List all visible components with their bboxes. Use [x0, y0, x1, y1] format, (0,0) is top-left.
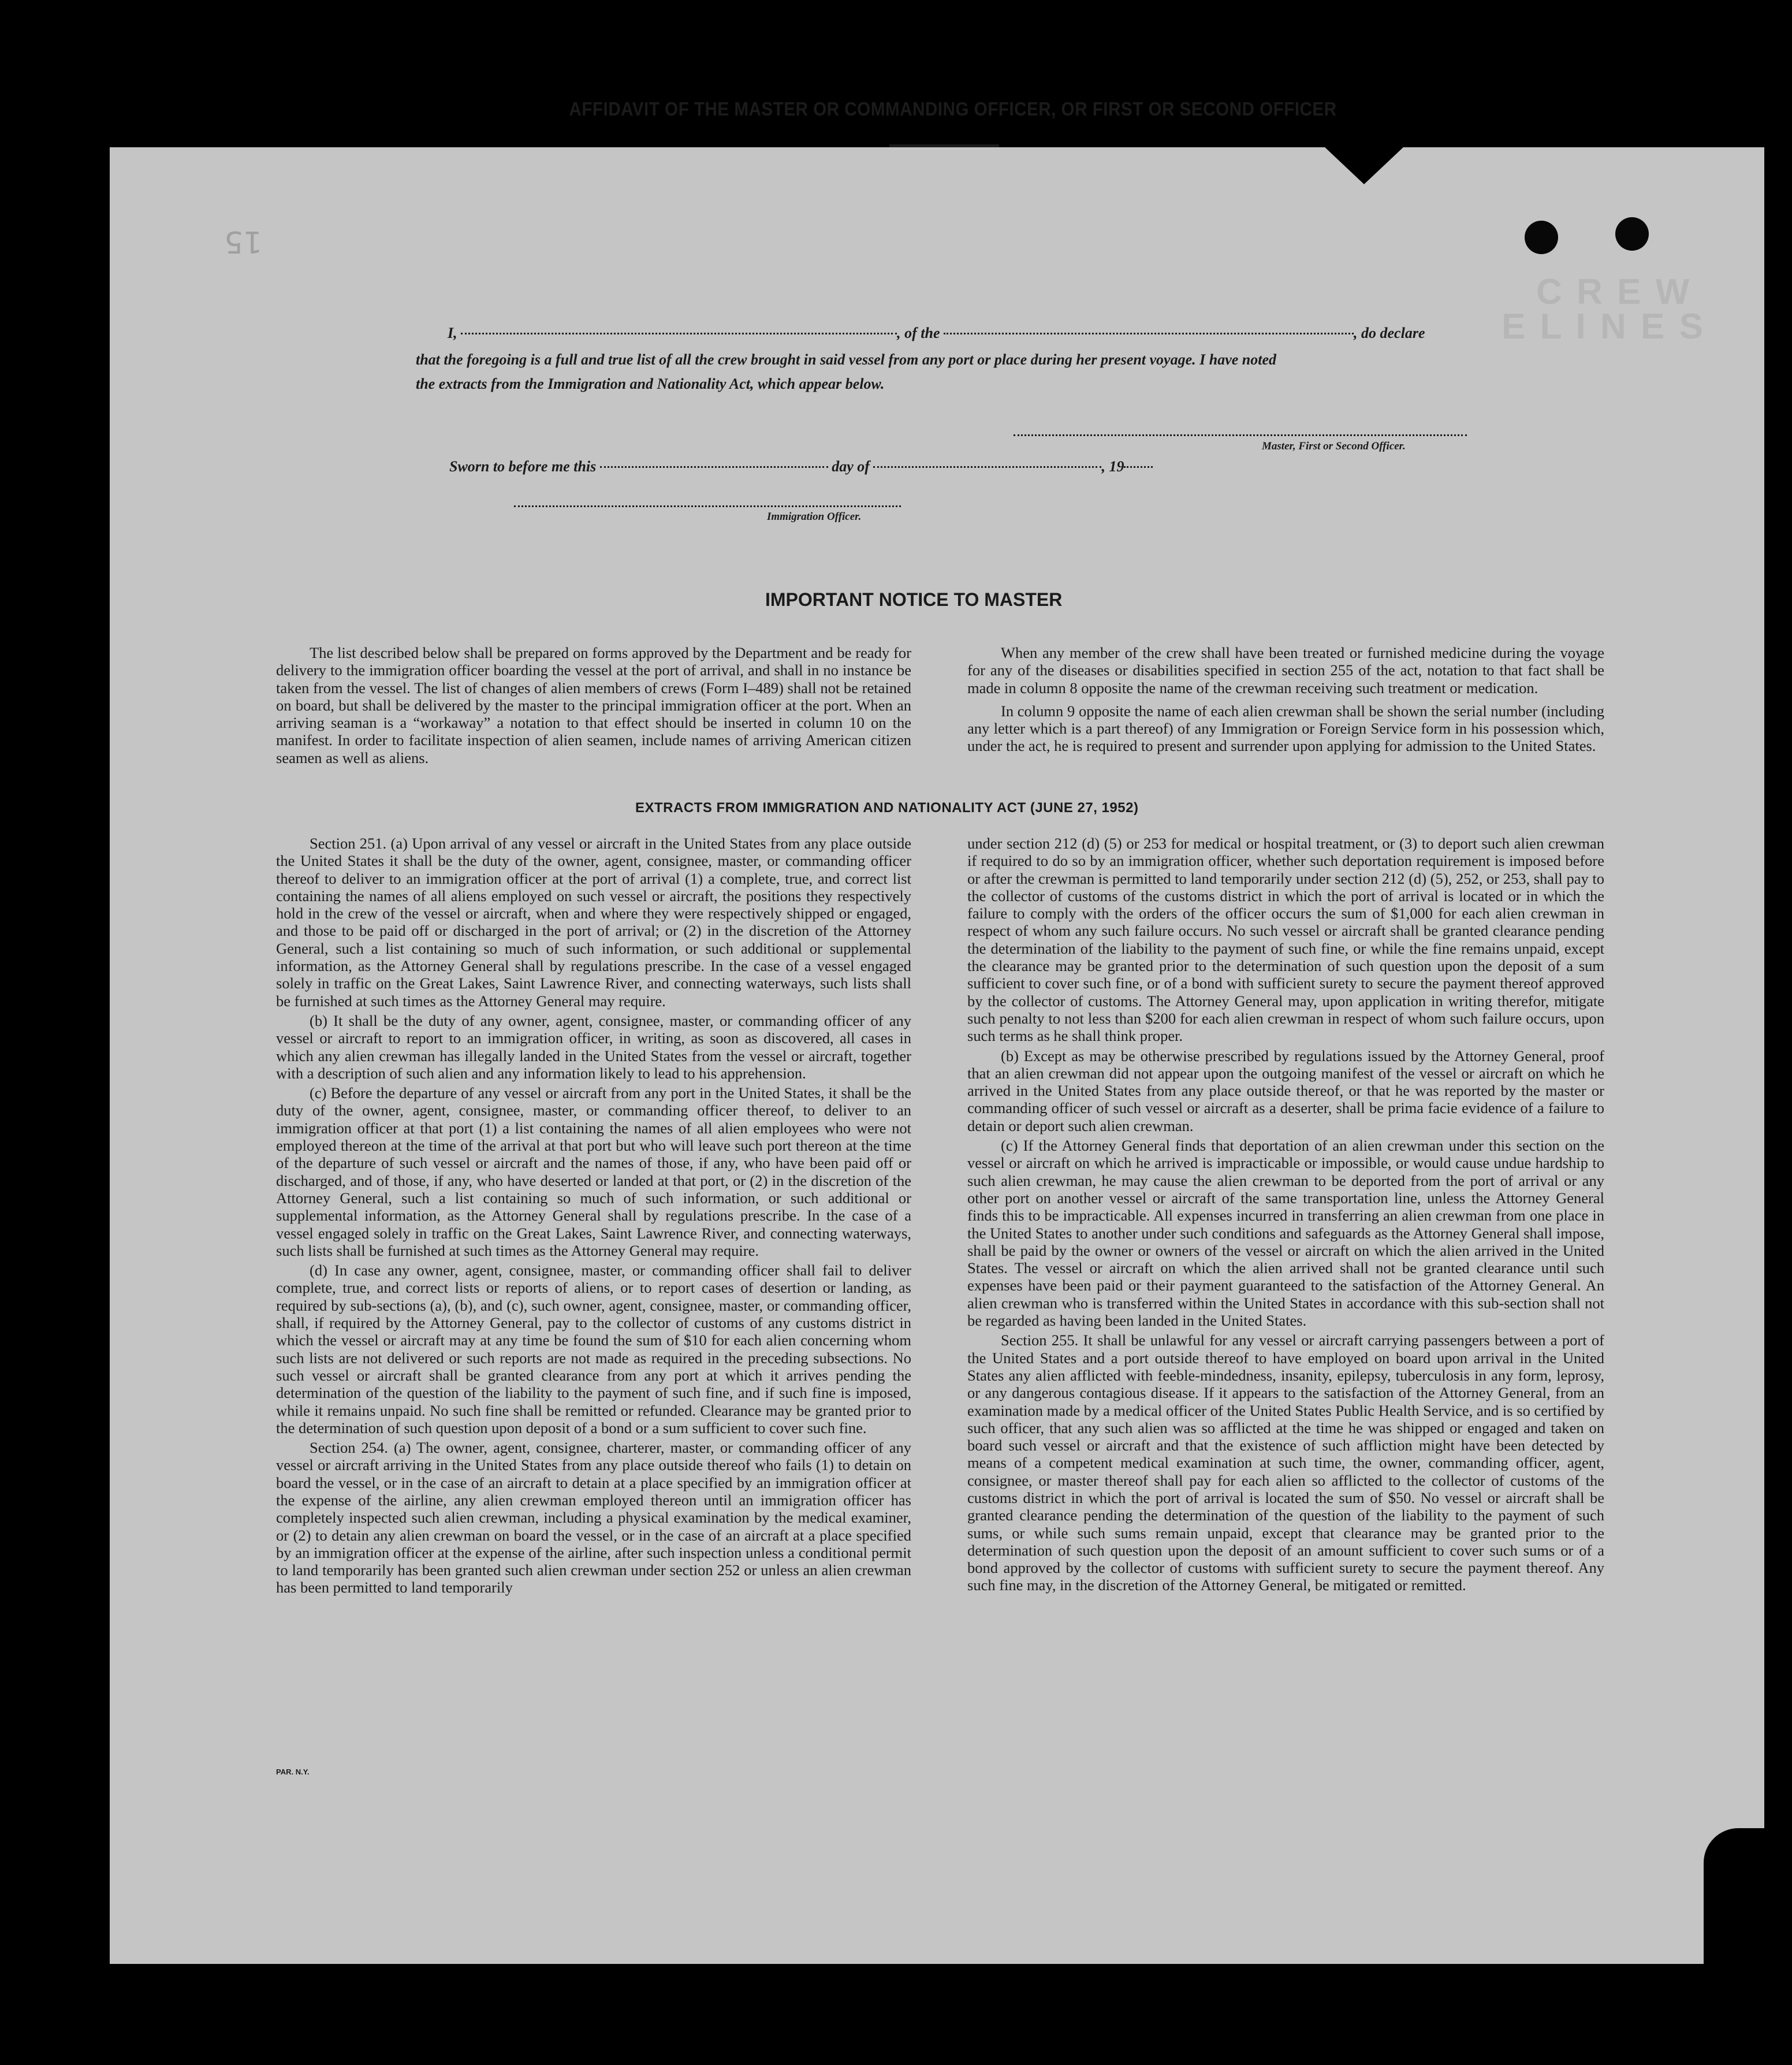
sworn-day-line: [600, 465, 828, 468]
torn-notch: [1324, 146, 1404, 184]
torn-corner: [1704, 1828, 1792, 1967]
bleed-through-row1: C R E W: [1536, 272, 1692, 312]
extracts-left-column: [276, 835, 911, 1599]
name-field-line: [461, 332, 897, 334]
affidavit-line2: that the foregoing is a full and true list of all the crew brought in said vessel from any port or place during her present voyage. I have noted: [416, 351, 1277, 368]
punch-hole-left: [1525, 221, 1558, 254]
notice-right-column: [967, 644, 1604, 757]
officer-signature-line: [514, 505, 901, 507]
affidavit-of-the: , of the: [897, 325, 940, 341]
section-paragraph: under section 212 (d) (5) or 253 for medical or hospital treatment, or (3) to deport such alien crewman if required to do so by an immigration officer, whether such deportation requirement is imposed before or after the crewman is permitted to land temporarily under section 212 (d) (5), 252, or 253, shall pay to the collector of customs of the customs district in which the port of arrival is located or in which the failure to comply with the orders of the officer occurs the sum of $1,000 for each alien crewman in respect of whom any such failure occurs. No such vessel or aircraft shall be granted clearance pending the determination of the liability to the payment of such fine, or while the fine remains unpaid, except the clearance may be granted prior to the determination of such question upon the deposit of a sum sufficient to cover such fine, or of a bond with sufficient surety to secure the payment thereof approved by the collector of customs. The Attorney General may, upon application in writing therefor, mitigate such penalty to not less than $200 for each alien crewman in respect of whom such failure occurs, upon such terms as he shall think proper.: [967, 835, 1604, 1045]
section-paragraph: (d) In case any owner, agent, consignee, master, or commanding officer shall fail to deliver complete, true, and correct lists or reports of aliens, or to report cases of desertion or landing, as required by sub-sections (a), (b), and (c), such owner, agent, consignee, master, or commanding officer, shall, if required by the Attorney General, pay to the collector of customs of any customs district in which the vessel or aircraft may at any time be found the sum of $10 for each alien concerning whom such lists are not delivered or such reports are not made as required in the preceding subsections. No such vessel or aircraft shall be granted clearance from any port at which it arrives pending the determination of the question of the liability to the payment of such fine, and if such fine is imposed, while it remains unpaid. No such fine shall be remitted or refunded. Clearance may be granted prior to the determination of such question upon deposit of a bond or a sum sufficient to cover such fine.: [276, 1262, 911, 1437]
affidavit-declare: , do declare: [1354, 325, 1425, 341]
officer-caption: Immigration Officer.: [767, 511, 862, 523]
day-of-label: day of: [832, 458, 870, 475]
master-caption: Master, First or Second Officer.: [1262, 440, 1406, 452]
affidavit-title: AFFIDAVIT OF THE MASTER OR COMMANDING OFFICER, OR FIRST OR SECOND OFFICER: [569, 98, 1337, 120]
affidavit-line3: the extracts from the Immigration and Nationality Act, which appear below.: [416, 375, 885, 392]
notice-title: IMPORTANT NOTICE TO MASTER: [765, 589, 1063, 610]
notice-left-column: [276, 644, 911, 769]
section-paragraph: Section 251. (a) Upon arrival of any vessel or aircraft in the United States from any place outside the United States it shall be the duty of the owner, agent, consignee, master, or commanding officer thereof to deliver to an immigration officer at the port of arrival (1) a complete, true, and correct list containing the names of all aliens employed on such vessel or aircraft, the positions they respectively hold in the crew of the vessel or aircraft, when and where they were respectively shipped or engaged, and those to be paid off or discharged in the port of arrival; or (2) in the discretion of the Attorney General, such a list containing so much of such information, or such additional or supplemental information, as the Attorney General shall by regulations prescribe. In the case of a vessel engaged solely in traffic on the Great Lakes, Saint Lawrence River, and connecting waterways, such lists shall be furnished at such times as the Attorney General may require.: [276, 835, 911, 1010]
punch-hole-right: [1615, 217, 1649, 251]
section-paragraph: (b) Except as may be otherwise prescribed by regulations issued by the Attorney General, proof that an alien crewman did not appear upon the outgoing manifest of the vessel or aircraft on which he arrived in the United States from any place outside thereof, or that he was reported by the master or commanding officer of such vessel or aircraft as a deserter, shall be prima facie evidence of a failure to detain or deport such alien crewman.: [967, 1047, 1604, 1134]
sworn-line: [449, 454, 1153, 479]
notice-paragraph: The list described below shall be prepared on forms approved by the Department and be ready for delivery to the immigration officer boarding the vessel at the port of arrival, and shall in no instance be taken from the vessel. The list of changes of alien members of crews (Form I–489) shall not be retained on board, but shall be delivered by the master to the principal immigration officer at the port. When an arriving seaman is a “workaway” a notation to that effect should be inserted in column 10 on the manifest. In order to facilitate inspection of alien seamen, include names of arriving American citizen seamen as well as aliens.: [276, 644, 911, 767]
affidavit-line1: [448, 321, 1425, 346]
vessel-field-line: [944, 332, 1354, 334]
extracts-title: EXTRACTS FROM IMMIGRATION AND NATIONALITY ACT (JUNE 27, 1952): [635, 800, 1139, 816]
affidavit-i: I,: [448, 325, 457, 341]
master-signature-line: [1014, 434, 1467, 436]
notice-paragraph: When any member of the crew shall have been treated or furnished medicine during the voyage for any of the diseases or disabilities specified in section 255 of the act, notation to that fact shall be made in column 8 opposite the name of the crewman receiving such treatment or medication.: [967, 644, 1604, 697]
extracts-right-column: [967, 835, 1604, 1597]
bleed-through-row2: E L I N E S: [1502, 307, 1705, 347]
notice-paragraph: In column 9 opposite the name of each alien crewman shall be shown the serial number (including any letter which is a part thereof) of any Immigration or Foreign Service form in his possession which, under the act, he is required to present and surrender upon applying for admission to the United States.: [967, 702, 1604, 755]
section-paragraph: (b) It shall be the duty of any owner, agent, consignee, master, or commanding officer of any vessel or aircraft to report to an immigration officer, in writing, as soon as discovered, all cases in which any alien crewman has illegally landed in the United States from the vessel or aircraft, together with a description of such alien and any information likely to lead to his apprehension.: [276, 1011, 911, 1082]
section-paragraph: Section 255. It shall be unlawful for any vessel or aircraft carrying passengers between a port of the United States and a port outside thereof to have employed on board upon arrival in the United States any alien afflicted with feeble-mindedness, insanity, epilepsy, tuberculosis in any form, leprosy, or any dangerous contagious disease. If it appears to the satisfaction of the Attorney General, from an examination made by a medical officer of the United States Public Health Service, and is so certified by such officer, that any such alien was so afflicted at the time he was shipped or engaged and taken on board such vessel or aircraft and that the existence of such affliction might have been detected by means of a competent medical examination at such time, the owner, commanding officer, agent, consignee, or master thereof shall pay for each alien so afflicted to the collector of customs of the customs district in which the port of arrival is located the sum of $50. No vessel or aircraft shall be granted clearance pending the determination of the question of the liability to the payment of such sums, or while such sums remain unpaid, except that clearance may be granted prior to the determination of such question upon the deposit of an amount sufficient to cover such sums or of a bond approved by the collector of customs with sufficient surety to secure the payment thereof. Any such fine may, in the discretion of the Attorney General, be mitigated or remitted.: [967, 1331, 1604, 1594]
sworn-month-line: [873, 465, 1101, 468]
section-paragraph: (c) Before the departure of any vessel or aircraft from any port in the United States, it shall be the duty of the owner, agent, consignee, master, or commanding officer thereof, to deliver to an immigration officer at that port (1) a list containing the names of all alien employees who were not employed thereon at the time of the arrival at that port but who will leave such port thereon at the time of the departure of such vessel or aircraft and the names of those, if any, who have been paid off or discharged, and of those, if any, who have deserted or landed at that port, or (2) in the discretion of the Attorney General, such a list containing so much of such information, or such additional or supplemental information, as the Attorney General shall by regulations prescribe. In the case of a vessel engaged solely in traffic on the Great Lakes, Saint Lawrence River, and connecting waterways, such lists shall be furnished at such times as the Attorney General may require.: [276, 1084, 911, 1259]
printer-mark: PAR. N.Y.: [276, 1768, 310, 1776]
title-rule: [889, 144, 999, 147]
year-prefix: , 19: [1101, 458, 1124, 475]
sworn-label: Sworn to before me this: [449, 458, 597, 475]
pencil-mark: 15: [224, 224, 263, 259]
year-line: [1124, 465, 1153, 468]
section-paragraph: (c) If the Attorney General finds that deportation of an alien crewman under this section on the vessel or aircraft on which he arrived is impracticable or impossible, or would cause undue hardship to such alien crewman, he may cause the alien crewman to be deported from the port of arrival or any other port on another vessel or aircraft of the same transportation line, unless the Attorney General finds this to be impracticable. All expenses incurred in transferring an alien crewman from one place in the United States to another under such conditions and safeguards as the Attorney General shall impose, shall be paid by the owner or owners of the vessel or aircraft on which the alien arrived in the United States. The vessel or aircraft on which the alien arrived shall not be granted clearance until such expenses have been paid or their payment guaranteed to the satisfaction of the Attorney General. An alien crewman who is transferred within the United States in accordance with this sub-section shall not be regarded as having been landed in the United States.: [967, 1137, 1604, 1330]
section-paragraph: Section 254. (a) The owner, agent, consignee, charterer, master, or commanding officer of any vessel or aircraft arriving in the United States from any place outside thereof who fails (1) to detain on board the vessel, or in the case of an aircraft to detain at a place specified by an immigration officer at the expense of the airline, any alien crewman employed thereon until an immigration officer has completely inspected such alien crewman, including a physical examination by the medical examiner, or (2) to detain any alien crewman on board the vessel, or in the case of an aircraft at a place specified by an immigration officer at the expense of the airline, after such inspection unless a conditional permit to land temporarily has been granted such alien crewman under section 252 or unless an alien crewman has been permitted to land temporarily: [276, 1439, 911, 1597]
